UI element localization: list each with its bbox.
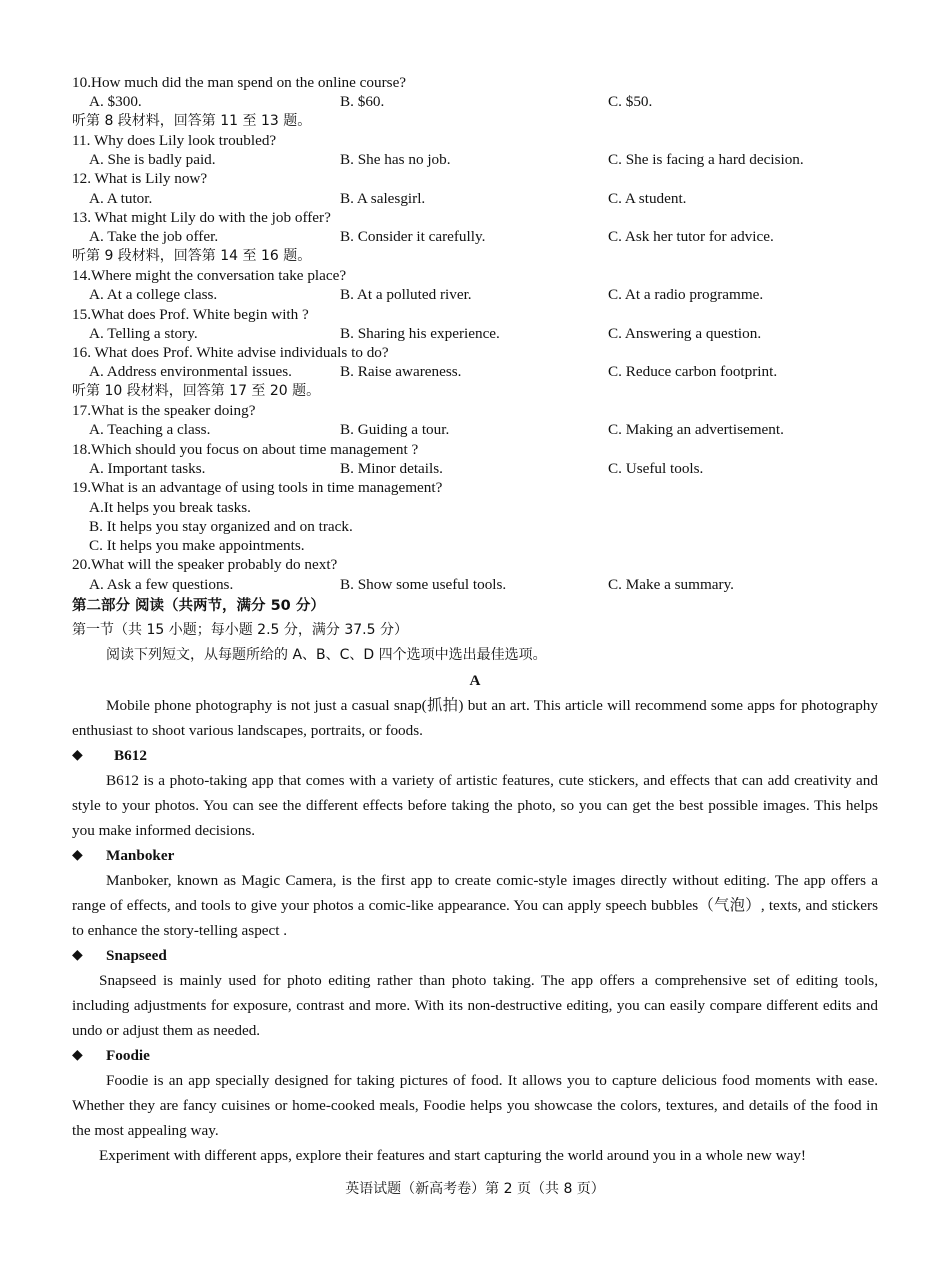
option-b: B. At a polluted river. (340, 286, 472, 304)
app-heading-snapseed (72, 943, 878, 968)
option-c: C. Ask her tutor for advice. (608, 228, 774, 246)
question-13: 13. What might Lily do with the job offer? (72, 209, 331, 227)
app-heading-manboker (72, 843, 878, 868)
app-description-snapseed: Snapseed is mainly used for photo editing rather than photo taking. The app offers a comprehensive set of editing tools, including adjustments for exposure, contrast and more. With its non-destructive editing, you can easily compare different edits and undo or adjust them as needed. (72, 972, 878, 1040)
app-description-manboker: Manboker, known as Magic Camera, is the first app to create comic-style images directly without editing. The app offers a range of effects, and tools to give your photos a comic-like appearance. You can apply speech bubbles（气泡）, texts, and stickers to enhance the story-telling aspect . (72, 872, 878, 940)
option-c: C. $50. (608, 93, 653, 111)
option-b: B. Minor details. (340, 459, 443, 477)
part-title: 第二部分 阅读（共两节，满分 50 分） (72, 598, 325, 615)
app-name: Foodie (106, 1047, 150, 1065)
page-footer: 英语试题（新高考卷）第 2 页（共 8 页） (345, 1181, 605, 1197)
option-b: B. Raise awareness. (340, 363, 462, 381)
question-16: 16. What does Prof. White advise individuals to do? (72, 344, 389, 362)
option-c: C. Reduce carbon footprint. (608, 363, 778, 381)
question-16-options (72, 362, 878, 381)
diamond-bullet-icon: ◆ (72, 748, 83, 764)
question-11: 11. Why does Lily look troubled? (72, 131, 277, 149)
section-8-instruction: 听第 8 段材料，回答第 11 至 13 题。 (72, 112, 312, 129)
question-20: 20.What will the speaker probably do next? (72, 556, 338, 574)
question-12: 12. What is Lily now? (72, 170, 208, 188)
reading-instruction: 阅读下列短文，从每题所给的 A、B、C、D 四个选项中选出最佳选项。 (106, 647, 547, 664)
diamond-bullet-icon: ◆ (72, 948, 83, 964)
question-10: 10.How much did the man spend on the online course? (72, 74, 407, 91)
option-a: A. $300. (89, 93, 142, 111)
section-10-instruction: 听第 10 段材料，回答第 17 至 20 题。 (72, 382, 321, 399)
option-a: A. Important tasks. (89, 459, 206, 477)
option-c: C. At a radio programme. (608, 286, 764, 304)
app-heading-foodie (72, 1043, 878, 1068)
intro-paragraph: Mobile phone photography is not just a casual snap(抓拍) but an art. This article will recommend some apps for photography enthusiast to shoot various landscapes, portraits, or foods. (72, 697, 878, 740)
option-b: B. Sharing his experience. (340, 324, 500, 342)
question-18-options (72, 459, 878, 478)
app-name: B612 (114, 747, 147, 765)
option-c: C. Useful tools. (608, 459, 704, 477)
passage-letter: A (469, 672, 481, 690)
app-name: Snapseed (106, 947, 167, 965)
option-b: B. $60. (340, 93, 385, 111)
option-a: A. Teaching a class. (89, 421, 211, 439)
option-a: A. Telling a story. (89, 324, 198, 342)
option-c: C. Answering a question. (608, 324, 762, 342)
closing-paragraph: Experiment with different apps, explore their features and start capturing the world around you in a whole new way! (99, 1147, 806, 1165)
question-15-options (72, 324, 878, 343)
option-b: B. Consider it carefully. (340, 228, 486, 246)
option-a: A. A tutor. (89, 189, 153, 207)
app-heading-b612 (72, 743, 878, 768)
question-18: 18.Which should you focus on about time management ? (72, 440, 419, 458)
option-b: B. Show some useful tools. (340, 575, 507, 593)
section-9-instruction: 听第 9 段材料，回答第 14 至 16 题。 (72, 247, 312, 264)
option-b: B. She has no job. (340, 151, 451, 169)
option-b: B. It helps you stay organized and on track. (89, 517, 353, 535)
option-a: A. Take the job offer. (89, 228, 219, 246)
exam-page (72, 73, 878, 1168)
option-a: A. She is badly paid. (89, 151, 216, 169)
question-19: 19.What is an advantage of using tools in time management? (72, 479, 443, 497)
option-a: A. At a college class. (89, 286, 218, 304)
question-13-options (72, 227, 878, 246)
question-15: 15.What does Prof. White begin with ? (72, 305, 309, 323)
question-14-options (72, 285, 878, 304)
app-description-b612: B612 is a photo-taking app that comes with a variety of artistic features, cute stickers, and effects that can add creativity and style to your photos. You can see the different effects before taking the photo, so you can get the best possible images. This helps you make informed decisions. (72, 772, 878, 840)
question-14: 14.Where might the conversation take place? (72, 266, 347, 284)
option-c: C. Making an advertisement. (608, 421, 784, 439)
option-c: C. It helps you make appointments. (89, 537, 305, 555)
option-c: C. A student. (608, 189, 687, 207)
option-c: C. Make a summary. (608, 575, 734, 593)
option-b: B. A salesgirl. (340, 189, 426, 207)
question-17-options (72, 420, 878, 439)
question-20-options (72, 575, 878, 594)
section-title: 第一节（共 15 小题；每小题 2.5 分，满分 37.5 分） (72, 622, 408, 639)
option-c: C. She is facing a hard decision. (608, 151, 804, 169)
app-name: Manboker (106, 847, 175, 865)
diamond-bullet-icon: ◆ (72, 1048, 83, 1064)
question-10-options (72, 92, 878, 111)
question-11-options (72, 150, 878, 169)
option-a: A.It helps you break tasks. (89, 498, 251, 516)
option-a: A. Address environmental issues. (89, 363, 292, 381)
option-a: A. Ask a few questions. (89, 575, 234, 593)
option-b: B. Guiding a tour. (340, 421, 450, 439)
question-12-options (72, 189, 878, 208)
diamond-bullet-icon: ◆ (72, 848, 83, 864)
app-description-foodie: Foodie is an app specially designed for taking pictures of food. It allows you to capture delicious food moments with ease. Whether they are fancy cuisines or home-cooked meals, Foodie helps you showcase the colors, textures, and details of the food in the most appealing way. (72, 1072, 878, 1140)
question-17: 17.What is the speaker doing? (72, 402, 256, 420)
